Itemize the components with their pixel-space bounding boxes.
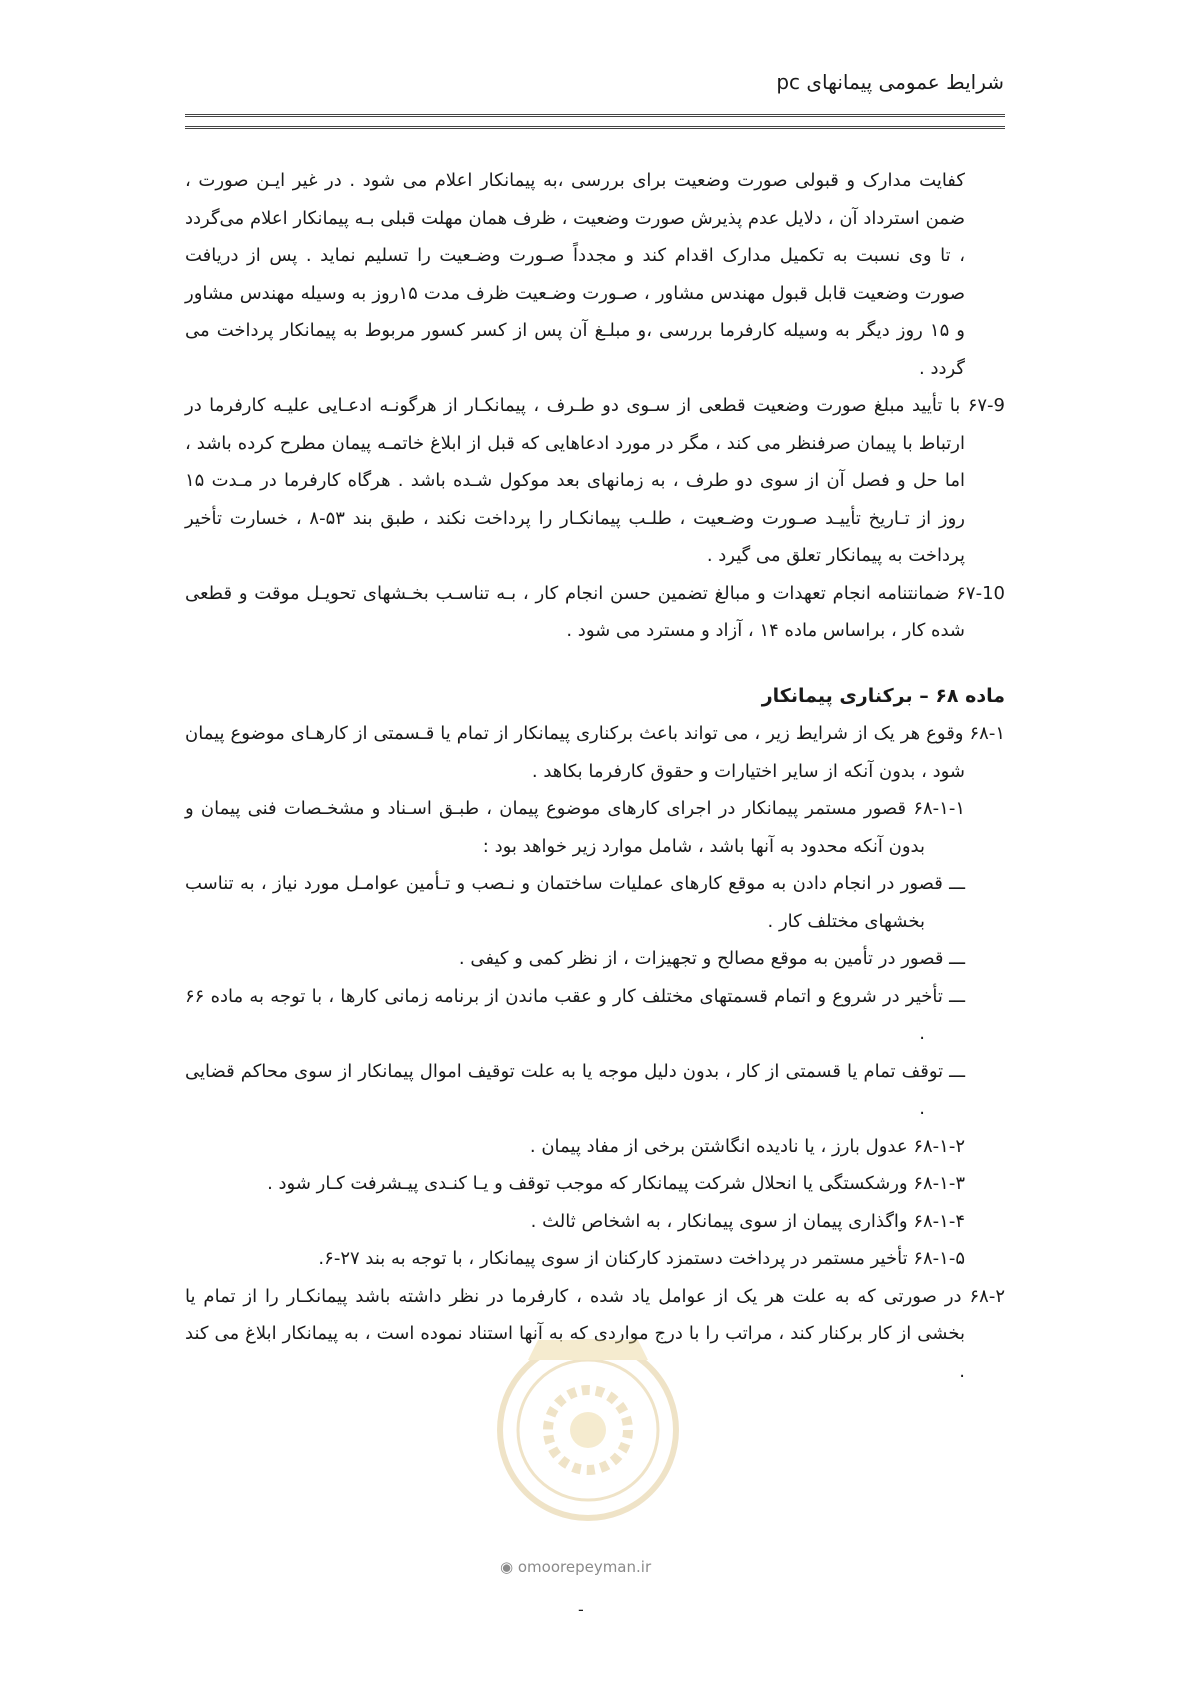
running-header bbox=[0, 70, 1190, 94]
clause-68-1-1 bbox=[185, 790, 1005, 865]
clause-68-1-5 bbox=[185, 1240, 1005, 1278]
watermark-seal bbox=[488, 1320, 688, 1550]
clause-text: ضمانتنامه انجام تعهدات و مبالغ تضمین حسن انجام کار ، بـه تناسـب بخـشهای تحویـل موقت و قطعی شده کار ، براساس ماده ۱۴ ، آزاد و مسترد می شود . bbox=[185, 582, 965, 641]
bullet-item bbox=[185, 978, 1005, 1053]
header-title: شرایط عمومی پیمانهای pc bbox=[776, 70, 1004, 94]
bullet-text: تأخیر در شروع و اتمام قسمتهای مختلف کار و عقب ماندن از برنامه زمانی کارها ، با توجه به ماده ۶۶ . bbox=[185, 985, 943, 1044]
bullet-item bbox=[185, 865, 1005, 940]
clause-67-10 bbox=[185, 575, 1005, 650]
clause-68-1-4 bbox=[185, 1203, 1005, 1241]
clause-text: واگذاری پیمان از سوی پیمانکار ، به اشخاص ثالث . bbox=[530, 1210, 908, 1232]
clause-text: ورشکستگی یا انحلال شرکت پیمانکار که موجب توقف و یـا کنـدی پیـشرفت کـار شود . bbox=[267, 1173, 908, 1194]
clause-68-1 bbox=[185, 715, 1005, 790]
page-number: - bbox=[578, 1600, 584, 1619]
clause-number: ۶۸-۱-۵ bbox=[913, 1248, 965, 1269]
bullet-text: قصور در تأمین به موقع مصالح و تجهیزات ، از نظر کمی و کیفی . bbox=[458, 948, 944, 969]
intro-paragraph: کفایت مدارک و قبولی صورت وضعیت برای بررسی ،به پیمانکار اعلام می شود . در غیر ایـن صورت ، ضمن استرداد آن ، دلایل عدم پذیرش صورت وضعیت ، ظرف همان مهلت قبلی بـه پیمانکار اعلام می‌گردد ، تا وی نسبت به تکمیل مدارک اقدام کند و مجدداً صـورت وضـعیت را تسلیم نماید . پس از دریافت صورت وضعیت قابل قبول مهندس مشاور ، صـورت وضـعیت ظرف مدت ۱۵روز به وسیله مهندس مشاور و ۱۵ روز دیگر به وسیله کارفرما بررسی ،و مبلـغ آن پس از کسر کسور مربوط به پیمانکار پرداخت می گردد . bbox=[185, 170, 965, 379]
clause-number: ۶۷-10 bbox=[956, 582, 1005, 604]
bullet-mark: ـــ bbox=[949, 873, 965, 894]
bullet-text: قصور در انجام دادن به موقع کارهای عملیات ساختمان و نـصب و تـأمین عوامـل مورد نیاز ، به تناسب بخشهای مختلف کار . bbox=[185, 873, 943, 932]
clause-text: تأخیر مستمر در پرداخت دستمزد کارکنان از سوی پیمانکار ، با توجه به بند ۲۷-۶. bbox=[318, 1248, 908, 1269]
clause-number: ۶۸-۱-۱ bbox=[913, 798, 965, 819]
clause-text: عدول بارز ، یا نادیده انگاشتن برخی از مفاد پیمان . bbox=[529, 1135, 908, 1157]
header-double-rule bbox=[185, 114, 1005, 129]
clause-number: ۶۷-9 bbox=[967, 395, 1005, 416]
clause-number: ۶۸-۱-۲ bbox=[913, 1135, 965, 1157]
bullet-item bbox=[185, 940, 1005, 978]
clause-text: با تأیید مبلغ صورت وضعیت قطعی از سـوی دو طـرف ، پیمانکـار از هرگونـه ادعـایی علیـه کارفرما در ارتباط با پیمان صرفنظر می کند ، مگر در مورد ادعاهایی که قبل از ابلاغ خاتمـه پیمان مطرح کرده باشد ، اما حل و فصل آن از سوی دو طرف ، به زمانهای بعد موکول شـده باشد . هرگاه کارفرما در مـدت ۱۵ روز از تـاریخ تأییـد صـورت وضـعیت ، طلـب پیمانکـار را پرداخت نکند ، طبق بند ۵۳-۸ ، خسارت تأخیر پرداخت به پیمانکار تعلق می گیرد . bbox=[185, 395, 966, 566]
clause-text: در صورتی که به علت هر یک از عوامل یاد شده ، کارفرما در نظر داشته باشد پیمانکـار را از تمام یا بخشی از کار برکنار کند ، مراتب را با درج مواردی که به آنها استناد نموده است ، به پیمانکار ابلاغ می کند . bbox=[185, 1285, 965, 1382]
bullet-item bbox=[185, 1053, 1005, 1128]
watermark-url-text: omoorepeyman.ir bbox=[517, 1558, 652, 1576]
clause-text: وقوع هر یک از شرایط زیر ، می تواند باعث برکناری پیمانکار از تمام یا قـسمتی از کارهـای موضوع پیمان شود ، بدون آنکه از سایر اختیارات و حقوق کارفرما بکاهد . bbox=[185, 723, 965, 782]
clause-67-9 bbox=[185, 387, 1005, 575]
clause-68-1-3 bbox=[185, 1165, 1005, 1203]
bullet-mark: ـــ bbox=[949, 1060, 965, 1082]
clause-68-1-2 bbox=[185, 1128, 1005, 1166]
bullet-text: توقف تمام یا قسمتی از کار ، بدون دلیل موجه یا به علت توقیف اموال پیمانکار از سوی محاکم قضایی . bbox=[185, 1060, 944, 1119]
watermark-url: ◉ omoorepeyman.ir bbox=[500, 1558, 652, 1576]
document-body bbox=[185, 162, 1005, 1390]
clause-number: ۶۸-۱-۳ bbox=[913, 1173, 965, 1194]
clause-number: ۶۸-۱ bbox=[969, 723, 1005, 744]
clause-number: ۶۸-۲ bbox=[969, 1285, 1005, 1307]
bullet-mark: ـــ bbox=[949, 948, 965, 969]
clause-number: ۶۸-۱-۴ bbox=[913, 1210, 965, 1232]
clause-text: قصور مستمر پیمانکار در اجرای کارهای موضوع پیمان ، طبـق اسـناد و مشخـصات فنی پیمان و بدون آنکه محدود به آنها باشد ، شامل موارد زیر خواهد بود : bbox=[185, 798, 925, 857]
bullet-mark: ـــ bbox=[949, 985, 965, 1007]
section-heading: ماده ۶۸ – برکناری پیمانکار bbox=[761, 684, 1005, 707]
